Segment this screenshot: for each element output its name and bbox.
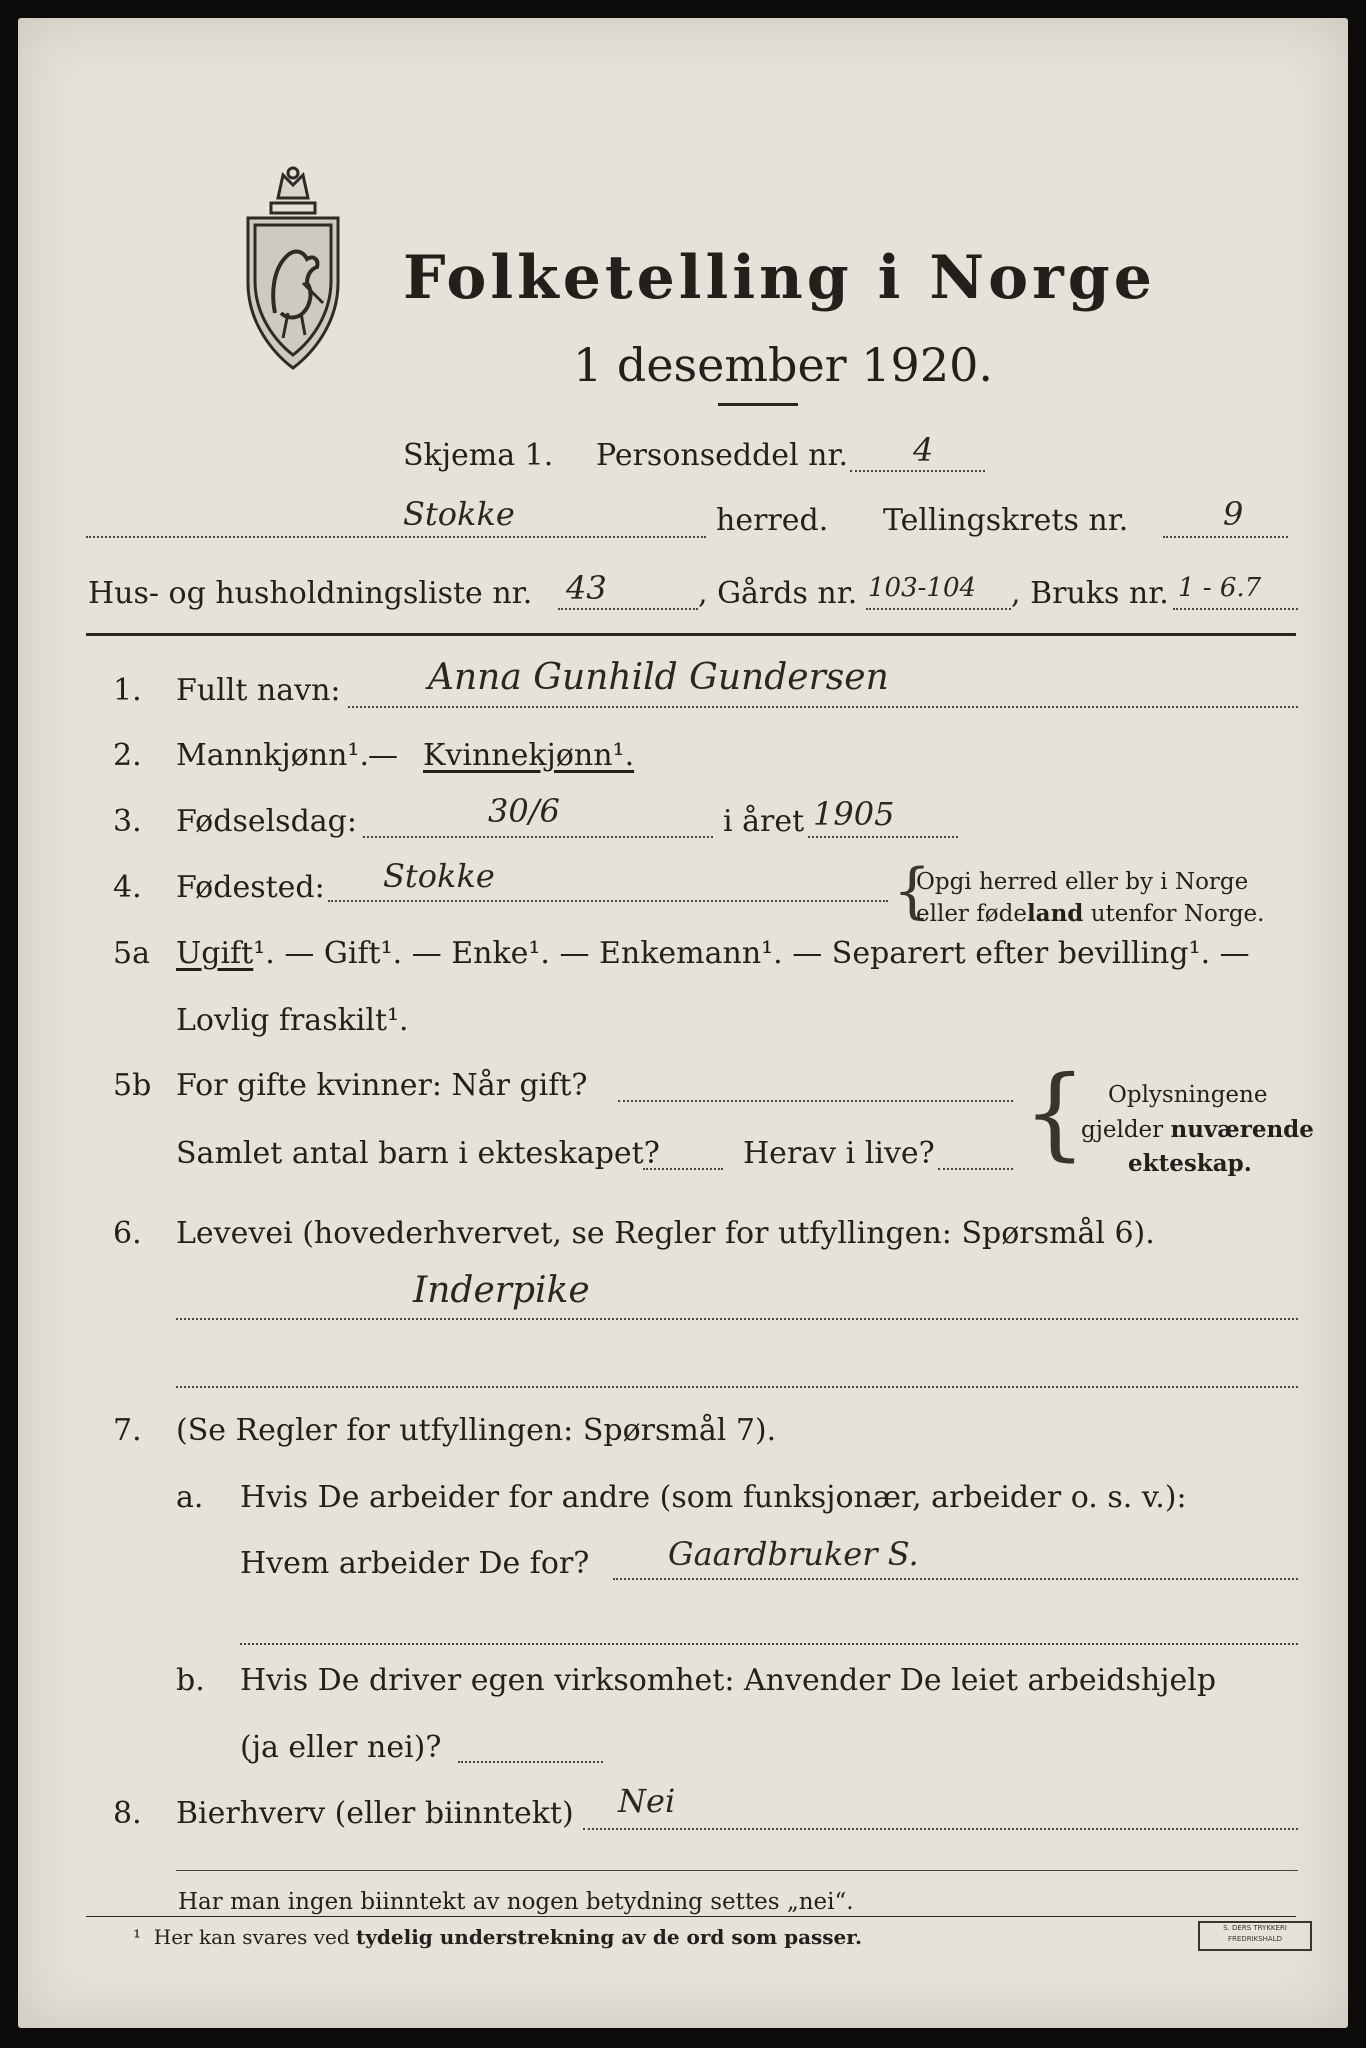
q4-value[interactable]: Stokke xyxy=(383,857,495,895)
herred-label: herred. xyxy=(716,503,829,538)
q7b-line1: Hvis De driver egen virksomhet: Anvender De leiet arbeidshjelp xyxy=(240,1663,1217,1698)
q5a-ugift: Ugift xyxy=(176,936,254,971)
q5b-note3: ekteskap. xyxy=(1128,1150,1252,1177)
q7a-line-extra xyxy=(240,1643,1298,1645)
q1-label: Fullt navn: xyxy=(176,673,341,708)
q5b-barn-line xyxy=(643,1168,723,1170)
q8-label: Bierhverv (eller biinntekt) xyxy=(176,1796,574,1831)
q5a-line2: Lovlig fraskilt¹. xyxy=(176,1003,409,1038)
q3-value[interactable]: 30/6 xyxy=(488,792,560,830)
bruks-value[interactable]: 1 - 6.7 xyxy=(1178,573,1262,603)
q5b-line2b: Herav i live? xyxy=(743,1136,935,1171)
q7a-line2: Hvem arbeider De for? xyxy=(240,1546,590,1581)
q3-line xyxy=(363,836,713,838)
header-divider xyxy=(86,633,1296,636)
bruks-label: , Bruks nr. xyxy=(1011,576,1169,611)
q5b-line2a: Samlet antal barn i ekteskapet? xyxy=(176,1136,660,1171)
herred-line xyxy=(86,536,706,538)
q5b-live-line xyxy=(938,1168,1013,1170)
q4-note-line2: eller fødeland utenfor Norge. xyxy=(916,900,1265,927)
q7a-line xyxy=(613,1578,1298,1580)
q1-line xyxy=(348,706,1298,708)
footnote: ¹ Her kan svares ved tydelig understrekning av de ord som passer. xyxy=(133,1925,862,1949)
herred-value[interactable]: Stokke xyxy=(403,495,515,533)
personseddel-value[interactable]: 4 xyxy=(913,431,934,469)
q4-line xyxy=(328,900,888,902)
q8-line-extra xyxy=(176,1870,1298,1871)
q4-note-line1: Opgi herred eller by i Norge xyxy=(916,869,1249,895)
q4-label: Fødested: xyxy=(176,870,325,905)
q3-year-label: i året xyxy=(723,804,805,839)
q2-kvinne: Kvinnekjønn¹. xyxy=(423,738,635,773)
form-title: Folketelling i Norge xyxy=(403,243,1156,313)
q8-line xyxy=(583,1828,1298,1830)
q3-year-value[interactable]: 1905 xyxy=(813,795,895,833)
q5a-options: Ugift¹. — Gift¹. — Enke¹. — Enkemann¹. — Separert efter bevilling¹. — xyxy=(176,936,1250,971)
q7-label: (Se Regler for utfyllingen: Spørsmål 7). xyxy=(176,1413,777,1448)
q5b-number: 5b xyxy=(113,1068,152,1103)
bruks-line xyxy=(1173,608,1298,610)
q1-value[interactable]: Anna Gunhild Gundersen xyxy=(428,657,889,698)
gards-line xyxy=(866,608,1011,610)
hus-line xyxy=(558,608,698,610)
footer-note: Har man ingen biinntekt av nogen betydning settes „nei“. xyxy=(178,1889,854,1915)
q7b-line xyxy=(458,1761,603,1763)
q4-brace: { xyxy=(893,856,932,926)
q6-line1 xyxy=(176,1318,1298,1320)
census-date: 1 desember 1920. xyxy=(573,338,993,392)
q3-label: Fødselsdag: xyxy=(176,804,357,839)
q5a-number: 5a xyxy=(113,936,150,971)
tellingskrets-value[interactable]: 9 xyxy=(1223,495,1244,533)
q7-number: 7. xyxy=(113,1413,142,1448)
q2-dash: — xyxy=(368,738,398,773)
q2-mann: Mannkjønn¹. xyxy=(176,738,369,773)
q6-line2 xyxy=(176,1386,1298,1388)
schema-label: Skjema 1. xyxy=(403,438,554,473)
q8-number: 8. xyxy=(113,1796,142,1831)
q6-label: Levevei (hovederhvervet, se Regler for utfyllingen: Spørsmål 6). xyxy=(176,1216,1155,1251)
footer-divider xyxy=(86,1916,1296,1917)
q5b-line1: For gifte kvinner: Når gift? xyxy=(176,1068,588,1103)
hus-label: Hus- og husholdningsliste nr. xyxy=(88,576,533,611)
q7b-line2: (ja eller nei)? xyxy=(240,1730,442,1765)
gards-label: , Gårds nr. xyxy=(698,576,858,611)
q8-value[interactable]: Nei xyxy=(618,1782,676,1820)
q7b-number-label: b. xyxy=(176,1663,205,1698)
q6-value[interactable]: Inderpike xyxy=(413,1270,590,1311)
q3-year-line xyxy=(808,836,958,838)
hus-value[interactable]: 43 xyxy=(566,569,607,607)
gards-value[interactable]: 103-104 xyxy=(868,573,977,603)
q3-number: 3. xyxy=(113,804,142,839)
personseddel-label: Personseddel nr. xyxy=(596,438,849,473)
printer-stamp: S. DERS TRYKKERI FREDRIKSHALD xyxy=(1198,1921,1312,1951)
q7a-line1: Hvis De arbeider for andre (som funksjonær, arbeider o. s. v.): xyxy=(240,1480,1187,1515)
tellingskrets-line xyxy=(1163,536,1288,538)
q5b-gift-line xyxy=(618,1100,1013,1102)
q5b-note2: gjelder nuværende xyxy=(1081,1116,1314,1143)
census-form-sheet xyxy=(18,18,1348,2028)
q5b-brace: { xyxy=(1023,1054,1087,1171)
q6-number: 6. xyxy=(113,1216,142,1251)
personseddel-line xyxy=(850,470,985,472)
norway-coat-of-arms-icon xyxy=(233,163,353,383)
q4-number: 4. xyxy=(113,870,142,905)
q7a-number: a. xyxy=(176,1480,204,1515)
tellingskrets-label: Tellingskrets nr. xyxy=(883,503,1129,538)
q7a-value[interactable]: Gaardbruker S. xyxy=(668,1535,919,1573)
q2-number: 2. xyxy=(113,738,142,773)
title-divider xyxy=(718,403,798,406)
q5b-note1: Oplysningene xyxy=(1108,1082,1268,1108)
q1-number: 1. xyxy=(113,673,142,708)
